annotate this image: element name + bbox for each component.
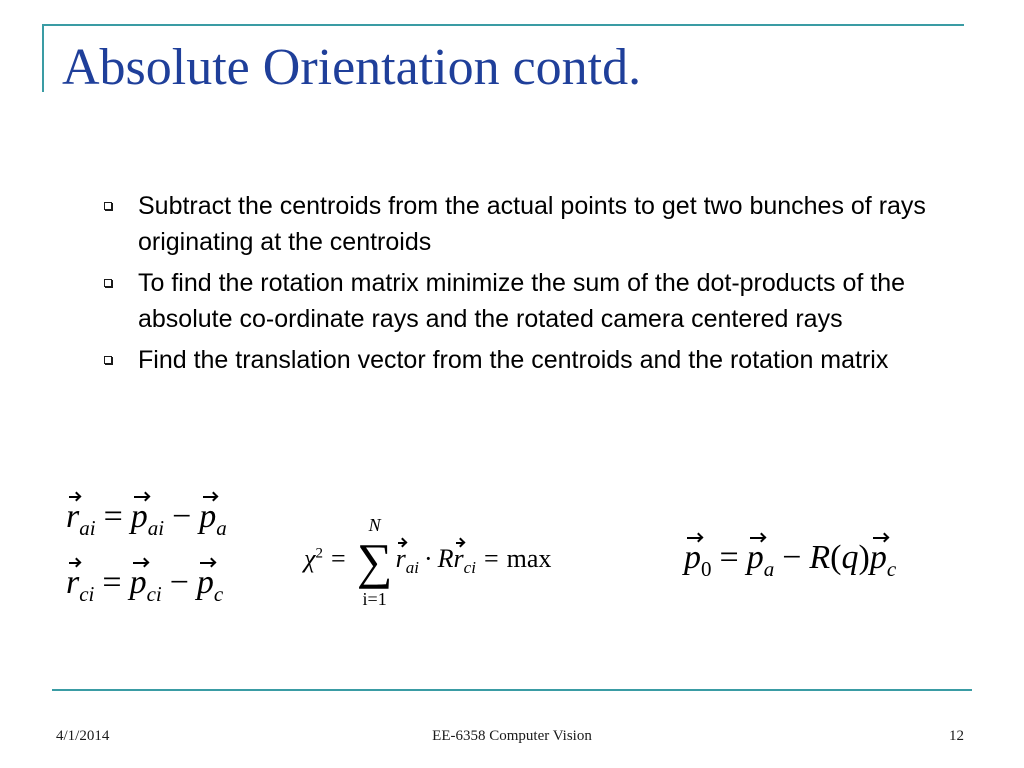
- subscript: c: [213, 582, 224, 606]
- footer-date: 4/1/2014: [56, 728, 110, 744]
- vector-p: p: [130, 498, 148, 535]
- bullet-item: [104, 188, 944, 260]
- vector-p: p: [129, 564, 147, 601]
- equation-r-ci: $r_{ci} = p_{ci} - p_c$: [66, 564, 224, 606]
- subscript: ci: [79, 582, 95, 606]
- rotation-R: R: [809, 539, 831, 576]
- subscript: c: [886, 557, 897, 581]
- footer-course: EE-6358 Computer Vision: [432, 728, 592, 744]
- vector-r: r: [453, 543, 464, 573]
- frame-left-line: [42, 24, 44, 92]
- subscript: ai: [79, 516, 96, 540]
- rotation-R: R: [437, 543, 454, 573]
- equation-r-ai: $r_{ai} = p_{ai} - p_a$: [66, 498, 227, 540]
- bullet-item: [104, 342, 944, 378]
- subscript: ci: [146, 582, 162, 606]
- vector-p: p: [196, 564, 214, 601]
- vector-r: r: [66, 564, 80, 601]
- bullet-list: [104, 188, 944, 383]
- vector-p: p: [199, 498, 217, 535]
- vector-p: p: [746, 539, 764, 576]
- summation-symbol: N ∑ i=1: [354, 536, 396, 586]
- square-bullet-icon: [104, 202, 112, 210]
- chi-symbol: χ: [304, 543, 316, 573]
- sum-lower-limit: i=1: [362, 589, 387, 609]
- square-bullet-icon: [104, 356, 112, 364]
- exponent: 2: [315, 545, 323, 562]
- bullet-text: Find the translation vector from the centroids and the rotation matrix: [138, 346, 889, 374]
- quaternion-q: q: [841, 539, 859, 576]
- sum-upper-limit: N: [368, 515, 381, 535]
- bullet-text: To find the rotation matrix minimize the sum of the dot-products of the absolute co-ordinate rays and the rotated camera centered rays: [138, 269, 906, 333]
- max-text: max: [506, 543, 552, 573]
- subscript: 0: [701, 557, 712, 581]
- bullet-text: Subtract the centroids from the actual points to get two bunches of rays originating at the centroids: [138, 192, 926, 256]
- vector-p: p: [869, 539, 887, 576]
- footer-page-number: 12: [949, 728, 964, 744]
- subscript: ai: [405, 557, 419, 577]
- equation-chi-square: $\chi^2$ = N ∑ i=1 $r_{ai} \cdot Rr_{ci} = \max$: [304, 515, 552, 609]
- equation-translation: $p_0 = p_a - R(q)p_c$: [684, 539, 897, 581]
- square-bullet-icon: [104, 279, 112, 287]
- footer-divider: [52, 689, 972, 691]
- subscript: a: [763, 557, 775, 581]
- vector-r: r: [66, 498, 80, 535]
- subscript: ci: [463, 557, 476, 577]
- vector-p: p: [684, 539, 701, 576]
- slide-title: Absolute Orientation contd.: [62, 39, 642, 96]
- bullet-item: [104, 265, 944, 337]
- subscript: ai: [147, 516, 165, 540]
- subscript: a: [216, 516, 227, 540]
- vector-r: r: [395, 543, 406, 573]
- frame-top-line: [42, 24, 964, 26]
